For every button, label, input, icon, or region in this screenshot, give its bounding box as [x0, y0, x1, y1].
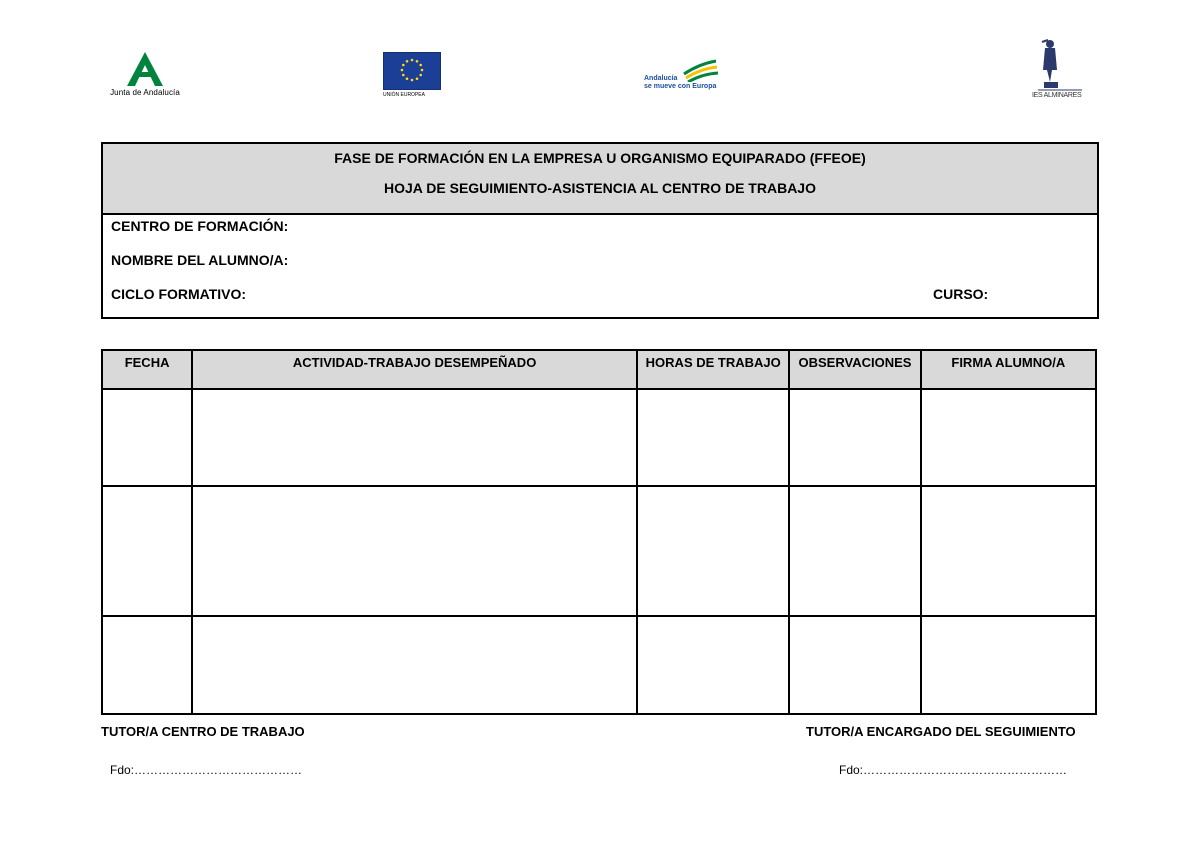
junta-logo-text: Junta de Andalucía — [110, 88, 180, 97]
table-cell-horas[interactable] — [637, 389, 789, 486]
table-cell-fecha[interactable] — [102, 389, 192, 486]
header-banner — [103, 144, 1097, 215]
table-cell-actividad[interactable] — [192, 486, 637, 616]
centro-formacion-label: CENTRO DE FORMACIÓN: — [111, 218, 289, 234]
ies-logo-text: IES ALMINARES — [1032, 92, 1082, 99]
tracking-table — [101, 349, 1097, 715]
signature-line-right[interactable]: Fdo:…………………………………………… — [839, 763, 1068, 777]
table-cell-horas[interactable] — [637, 486, 789, 616]
table-cell-actividad[interactable] — [192, 389, 637, 486]
eu-logo — [383, 52, 441, 98]
andalucia-europa-logo — [644, 58, 719, 98]
table-cell-horas[interactable] — [637, 616, 789, 714]
junta-andalucia-logo — [100, 52, 190, 102]
junta-a-icon — [127, 52, 163, 86]
column-header-observaciones: OBSERVACIONES — [789, 350, 920, 389]
ies-logo — [1030, 36, 1090, 108]
table-row — [102, 616, 1096, 714]
table-cell-fecha[interactable] — [102, 486, 192, 616]
nombre-alumno-label: NOMBRE DEL ALUMNO/A: — [111, 252, 289, 268]
column-header-horas: HORAS DE TRABAJO — [637, 350, 789, 389]
ies-statue-icon — [1030, 36, 1090, 92]
andalucia-logo-line2: se mueve con Europa — [644, 83, 717, 90]
table-cell-firma[interactable] — [921, 486, 1096, 616]
curso-label: CURSO: — [933, 286, 989, 302]
table-cell-firma[interactable] — [921, 616, 1096, 714]
table-cell-actividad[interactable] — [192, 616, 637, 714]
ciclo-formativo-label: CICLO FORMATIVO: — [111, 286, 247, 302]
eu-flag-icon — [383, 52, 441, 90]
signature-line-left[interactable]: Fdo:…………………………………… — [110, 763, 303, 777]
document-subtitle: HOJA DE SEGUIMIENTO-ASISTENCIA AL CENTRO DE TRABAJO — [384, 180, 816, 196]
andalucia-logo-line1: Andalucía — [644, 75, 678, 82]
table-row — [102, 389, 1096, 486]
table-cell-observaciones[interactable] — [789, 616, 920, 714]
tutor-centro-label: TUTOR/A CENTRO DE TRABAJO — [101, 724, 305, 739]
table-cell-observaciones[interactable] — [789, 389, 920, 486]
table-cell-observaciones[interactable] — [789, 486, 920, 616]
column-header-fecha: FECHA — [102, 350, 192, 389]
table-row — [102, 486, 1096, 616]
table-cell-fecha[interactable] — [102, 616, 192, 714]
document-title: FASE DE FORMACIÓN EN LA EMPRESA U ORGANISMO EQUIPARADO (FFEOE) — [334, 150, 866, 166]
tutor-seguimiento-label: TUTOR/A ENCARGADO DEL SEGUIMIENTO — [806, 724, 1076, 739]
table-header-row — [102, 350, 1096, 389]
column-header-actividad: ACTIVIDAD-TRABAJO DESEMPEÑADO — [192, 350, 637, 389]
table-cell-firma[interactable] — [921, 389, 1096, 486]
eu-logo-text: UNIÓN EUROPEA — [383, 92, 425, 98]
column-header-firma: FIRMA ALUMNO/A — [921, 350, 1096, 389]
header-box — [101, 142, 1099, 319]
